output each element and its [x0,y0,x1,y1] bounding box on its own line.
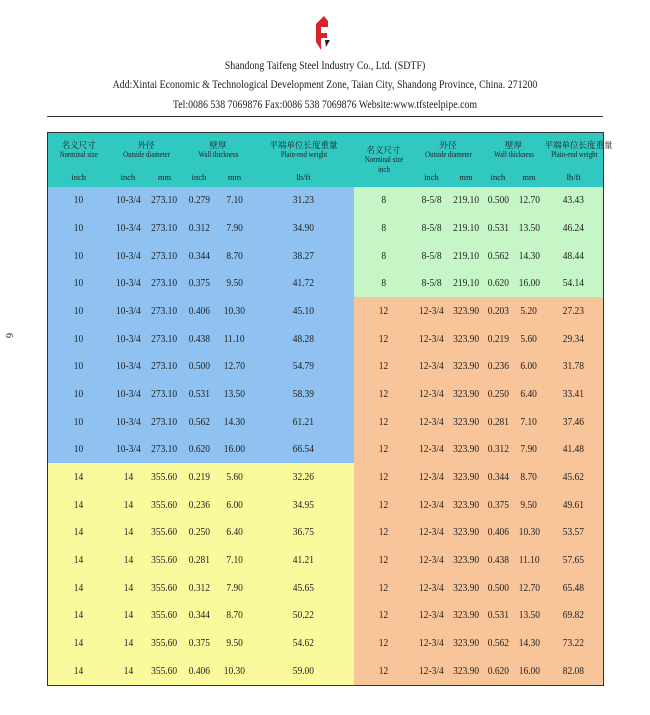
table-cell: 48.44 [545,242,604,270]
table-cell: 45.65 [254,574,354,602]
table-cell: 0.500 [483,187,514,215]
table-cell: 36.75 [254,518,354,546]
table-cell: 0.406 [183,657,216,686]
table-cell: 8-5/8 [414,187,450,215]
table-cell: 0.438 [483,546,514,574]
table-cell: 0.344 [183,601,216,629]
table-cell: 273.10 [147,435,183,463]
table-cell: 66.54 [254,435,354,463]
table-cell: 10 [48,352,110,380]
table-cell: 12-3/4 [414,657,450,686]
table-cell: 323.90 [450,325,483,353]
table-cell: 7.90 [216,574,254,602]
table-cell: 273.10 [147,352,183,380]
table-cell: 0.312 [183,214,216,242]
table-cell: 355.60 [147,601,183,629]
table-cell: 0.375 [483,491,514,519]
header-wall-thickness-right: 壁厚 Wall thickness [483,133,545,167]
table-cell: 14.30 [216,408,254,436]
table-cell: 10.30 [216,657,254,686]
table-cell: 12 [354,408,414,436]
table-cell: 14 [110,574,147,602]
header-nominal-size-right: 名义尺寸 Norminal size inch [354,133,414,187]
table-cell: 0.203 [483,297,514,325]
table-cell: 12-3/4 [414,574,450,602]
table-cell: 10 [48,435,110,463]
table-cell: 0.219 [483,325,514,353]
table-cell: 14 [110,518,147,546]
table-cell: 8 [354,269,414,297]
table-cell: 323.90 [450,657,483,686]
table-cell: 12-3/4 [414,491,450,519]
table-cell: 0.236 [483,352,514,380]
table-cell: 69.82 [545,601,604,629]
table-cell: 12 [354,657,414,686]
table-cell: 219.10 [450,269,483,297]
table-cell: 12 [354,352,414,380]
table-cell: 54.14 [545,269,604,297]
table-cell: 10-3/4 [110,352,147,380]
table-header-row [48,133,604,167]
table-cell: 273.10 [147,297,183,325]
table-cell: 14 [110,546,147,574]
table-cell: 7.10 [216,187,254,215]
table-cell: 12.70 [514,574,545,602]
table-cell: 5.20 [514,297,545,325]
table-cell: 45.10 [254,297,354,325]
sdtf-logo-icon [312,16,332,50]
table-cell: 12 [354,297,414,325]
table-cell: 273.10 [147,187,183,215]
table-cell: 10.30 [514,518,545,546]
table-cell: 54.62 [254,629,354,657]
table-cell: 14 [110,491,147,519]
table-cell: 10-3/4 [110,242,147,270]
table-cell: 5.60 [216,463,254,491]
table-cell: 53.57 [545,518,604,546]
table-cell: 8.70 [514,463,545,491]
table-cell: 8.70 [216,242,254,270]
table-cell: 0.281 [483,408,514,436]
table-cell: 10 [48,214,110,242]
table-cell: 12 [354,546,414,574]
table-cell: 10 [48,325,110,353]
table-cell: 273.10 [147,408,183,436]
unit-label: mm [450,167,483,187]
unit-label: lb/ft [545,167,604,187]
table-cell: 355.60 [147,657,183,686]
table-cell: 8 [354,242,414,270]
table-cell: 6.00 [514,352,545,380]
unit-label: inch [183,167,216,187]
table-cell: 8-5/8 [414,242,450,270]
table-cell: 12-3/4 [414,435,450,463]
table-cell: 12-3/4 [414,352,450,380]
table-cell: 10-3/4 [110,297,147,325]
table-row [48,657,604,686]
table-cell: 12 [354,463,414,491]
table-cell: 31.78 [545,352,604,380]
table-cell: 355.60 [147,491,183,519]
table-cell: 12-3/4 [414,408,450,436]
table-cell: 0.500 [483,574,514,602]
table-cell: 12-3/4 [414,518,450,546]
table-cell: 50.22 [254,601,354,629]
table-cell: 54.79 [254,352,354,380]
header-divider [47,116,603,117]
table-cell: 8 [354,187,414,215]
table-cell: 12-3/4 [414,601,450,629]
table-cell: 12.70 [216,352,254,380]
table-cell: 73.22 [545,629,604,657]
table-cell: 12-3/4 [414,380,450,408]
table-cell: 10 [48,380,110,408]
table-cell: 41.48 [545,435,604,463]
table-cell: 14 [48,546,110,574]
table-cell: 6.40 [216,518,254,546]
table-cell: 34.90 [254,214,354,242]
table-cell: 0.562 [183,408,216,436]
table-cell: 43.43 [545,187,604,215]
table-cell: 27.23 [545,297,604,325]
table-cell: 29.34 [545,325,604,353]
table-cell: 0.531 [183,380,216,408]
table-cell: 323.90 [450,518,483,546]
table-cell: 11.10 [216,325,254,353]
table-cell: 41.21 [254,546,354,574]
table-cell: 0.562 [483,629,514,657]
table-cell: 323.90 [450,491,483,519]
table-cell: 12 [354,518,414,546]
table-cell: 0.531 [483,601,514,629]
table-cell: 219.10 [450,242,483,270]
table-cell: 16.00 [514,657,545,686]
table-cell: 10 [48,408,110,436]
table-cell: 14 [110,657,147,686]
table-cell: 13.50 [514,601,545,629]
unit-label: lb/ft [254,167,354,187]
table-cell: 10-3/4 [110,325,147,353]
table-cell: 10.30 [216,297,254,325]
table-cell: 219.10 [450,214,483,242]
header-outside-diameter: 外径 Outside diameter [110,133,183,167]
table-cell: 0.500 [183,352,216,380]
table-cell: 323.90 [450,629,483,657]
table-row [48,435,604,463]
table-cell: 14 [48,463,110,491]
table-cell: 219.10 [450,187,483,215]
table-cell: 323.90 [450,352,483,380]
table-cell: 355.60 [147,574,183,602]
table-cell: 323.90 [450,463,483,491]
table-cell: 65.48 [545,574,604,602]
table-cell: 6.40 [514,380,545,408]
table-cell: 46.24 [545,214,604,242]
header-plain-end-weight: 平端单位长度重量 Plain-end weight [254,133,354,167]
table-cell: 323.90 [450,601,483,629]
table-cell: 0.279 [183,187,216,215]
table-cell: 14 [110,629,147,657]
unit-label: inch [110,167,147,187]
table-cell: 7.90 [514,435,545,463]
table-cell: 8.70 [216,601,254,629]
table-cell: 0.344 [483,463,514,491]
table-cell: 14 [48,574,110,602]
table-row [48,325,604,353]
table-cell: 0.250 [483,380,514,408]
table-cell: 0.250 [183,518,216,546]
table-cell: 10-3/4 [110,187,147,215]
table-cell: 32.26 [254,463,354,491]
table-cell: 13.50 [216,380,254,408]
unit-label: mm [147,167,183,187]
table-cell: 0.281 [183,546,216,574]
table-cell: 13.50 [514,214,545,242]
table-cell: 34.95 [254,491,354,519]
table-cell: 0.219 [183,463,216,491]
table-cell: 5.60 [514,325,545,353]
table-cell: 273.10 [147,214,183,242]
table-cell: 10 [48,269,110,297]
table-cell: 7.10 [514,408,545,436]
table-cell: 57.65 [545,546,604,574]
table-cell: 0.531 [483,214,514,242]
table-cell: 82.08 [545,657,604,686]
table-cell: 12 [354,325,414,353]
table-row [48,187,604,215]
header-outside-diameter-right: 外径 Outside diameter [414,133,483,167]
table-cell: 12 [354,601,414,629]
table-cell: 9.50 [514,491,545,519]
pipe-spec-table [47,132,613,686]
table-cell: 0.438 [183,325,216,353]
table-cell: 12-3/4 [414,463,450,491]
table-cell: 16.00 [216,435,254,463]
table-cell: 10-3/4 [110,214,147,242]
table-cell: 323.90 [450,546,483,574]
table-cell: 9.50 [216,629,254,657]
table-cell: 14 [48,518,110,546]
page-number: 6 [3,333,14,338]
table-cell: 37.46 [545,408,604,436]
table-cell: 38.27 [254,242,354,270]
table-cell: 273.10 [147,269,183,297]
table-cell: 0.375 [183,269,216,297]
table-cell: 41.72 [254,269,354,297]
table-units-row [48,167,604,187]
header-wall-thickness: 壁厚 Wall thickness [183,133,254,167]
table-row [48,297,604,325]
table-row [48,491,604,519]
table-cell: 0.375 [183,629,216,657]
table-cell: 0.620 [183,435,216,463]
table-row [48,463,604,491]
table-cell: 0.312 [483,435,514,463]
table-cell: 14.30 [514,242,545,270]
table-cell: 12-3/4 [414,325,450,353]
table-cell: 8-5/8 [414,214,450,242]
table-row [48,408,604,436]
table-cell: 355.60 [147,629,183,657]
table-cell: 9.50 [216,269,254,297]
table-row [48,380,604,408]
table-cell: 355.60 [147,518,183,546]
table-cell: 12.70 [514,187,545,215]
unit-label: mm [216,167,254,187]
table-cell: 0.312 [183,574,216,602]
table-cell: 14 [110,463,147,491]
table-cell: 323.90 [450,574,483,602]
table-cell: 8-5/8 [414,269,450,297]
header-plain-end-weight-right: 平端单位长度重量 Plain-end weight [545,133,604,167]
table-cell: 45.62 [545,463,604,491]
table-cell: 33.41 [545,380,604,408]
table-cell: 323.90 [450,408,483,436]
table-row [48,629,604,657]
table-row [48,574,604,602]
table-cell: 273.10 [147,325,183,353]
table-cell: 7.10 [216,546,254,574]
table-cell: 10 [48,187,110,215]
table-cell: 323.90 [450,297,483,325]
table-cell: 0.406 [183,297,216,325]
table-cell: 14 [48,491,110,519]
table-cell: 273.10 [147,380,183,408]
unit-label: inch [48,167,110,187]
table-cell: 12 [354,435,414,463]
company-address: Add:Xintai Economic & Technological Development Zone, Taian City, Shandong Province, China. 271200 [112,79,538,91]
table-cell: 61.21 [254,408,354,436]
table-row [48,214,604,242]
table-cell: 12-3/4 [414,546,450,574]
table-cell: 6.00 [216,491,254,519]
table-row [48,518,604,546]
table-cell: 14.30 [514,629,545,657]
unit-label: inch [414,167,450,187]
table-cell: 12-3/4 [414,297,450,325]
header-nominal-size: 名义尺寸 Norminal size [48,133,110,167]
table-cell: 10-3/4 [110,435,147,463]
table-cell: 0.620 [483,657,514,686]
table-cell: 58.39 [254,380,354,408]
table-cell: 273.10 [147,242,183,270]
table-cell: 323.90 [450,380,483,408]
table-cell: 14 [48,629,110,657]
table-row [48,269,604,297]
table-cell: 48.28 [254,325,354,353]
table-row [48,601,604,629]
table-row [48,352,604,380]
table-cell: 10-3/4 [110,408,147,436]
table-cell: 14 [48,657,110,686]
table-cell: 355.60 [147,546,183,574]
table-cell: 0.344 [183,242,216,270]
unit-label: mm [514,167,545,187]
table-cell: 10 [48,242,110,270]
table-cell: 16.00 [514,269,545,297]
table-cell: 323.90 [450,435,483,463]
table-cell: 10-3/4 [110,380,147,408]
table-cell: 0.562 [483,242,514,270]
table-cell: 12 [354,574,414,602]
table-cell: 49.61 [545,491,604,519]
table-cell: 11.10 [514,546,545,574]
table-cell: 0.236 [183,491,216,519]
company-contact: Tel:0086 538 7069876 Fax:0086 538 7069876 Website:www.tfsteelpipe.com [172,99,478,111]
table-row [48,546,604,574]
table-cell: 31.23 [254,187,354,215]
table-cell: 7.90 [216,214,254,242]
table-cell: 0.406 [483,518,514,546]
table-cell: 8 [354,214,414,242]
table-cell: 59.00 [254,657,354,686]
table-cell: 14 [48,601,110,629]
table-cell: 12 [354,491,414,519]
table-cell: 355.60 [147,463,183,491]
table-cell: 12 [354,380,414,408]
table-cell: 14 [110,601,147,629]
table-cell: 0.620 [483,269,514,297]
table-cell: 10-3/4 [110,269,147,297]
table-cell: 12 [354,629,414,657]
table-cell: 12-3/4 [414,629,450,657]
unit-label: inch [483,167,514,187]
table-row [48,242,604,270]
company-name: Shandong Taifeng Steel Industry Co., Ltd. (SDTF) [224,60,426,72]
table-cell: 10 [48,297,110,325]
